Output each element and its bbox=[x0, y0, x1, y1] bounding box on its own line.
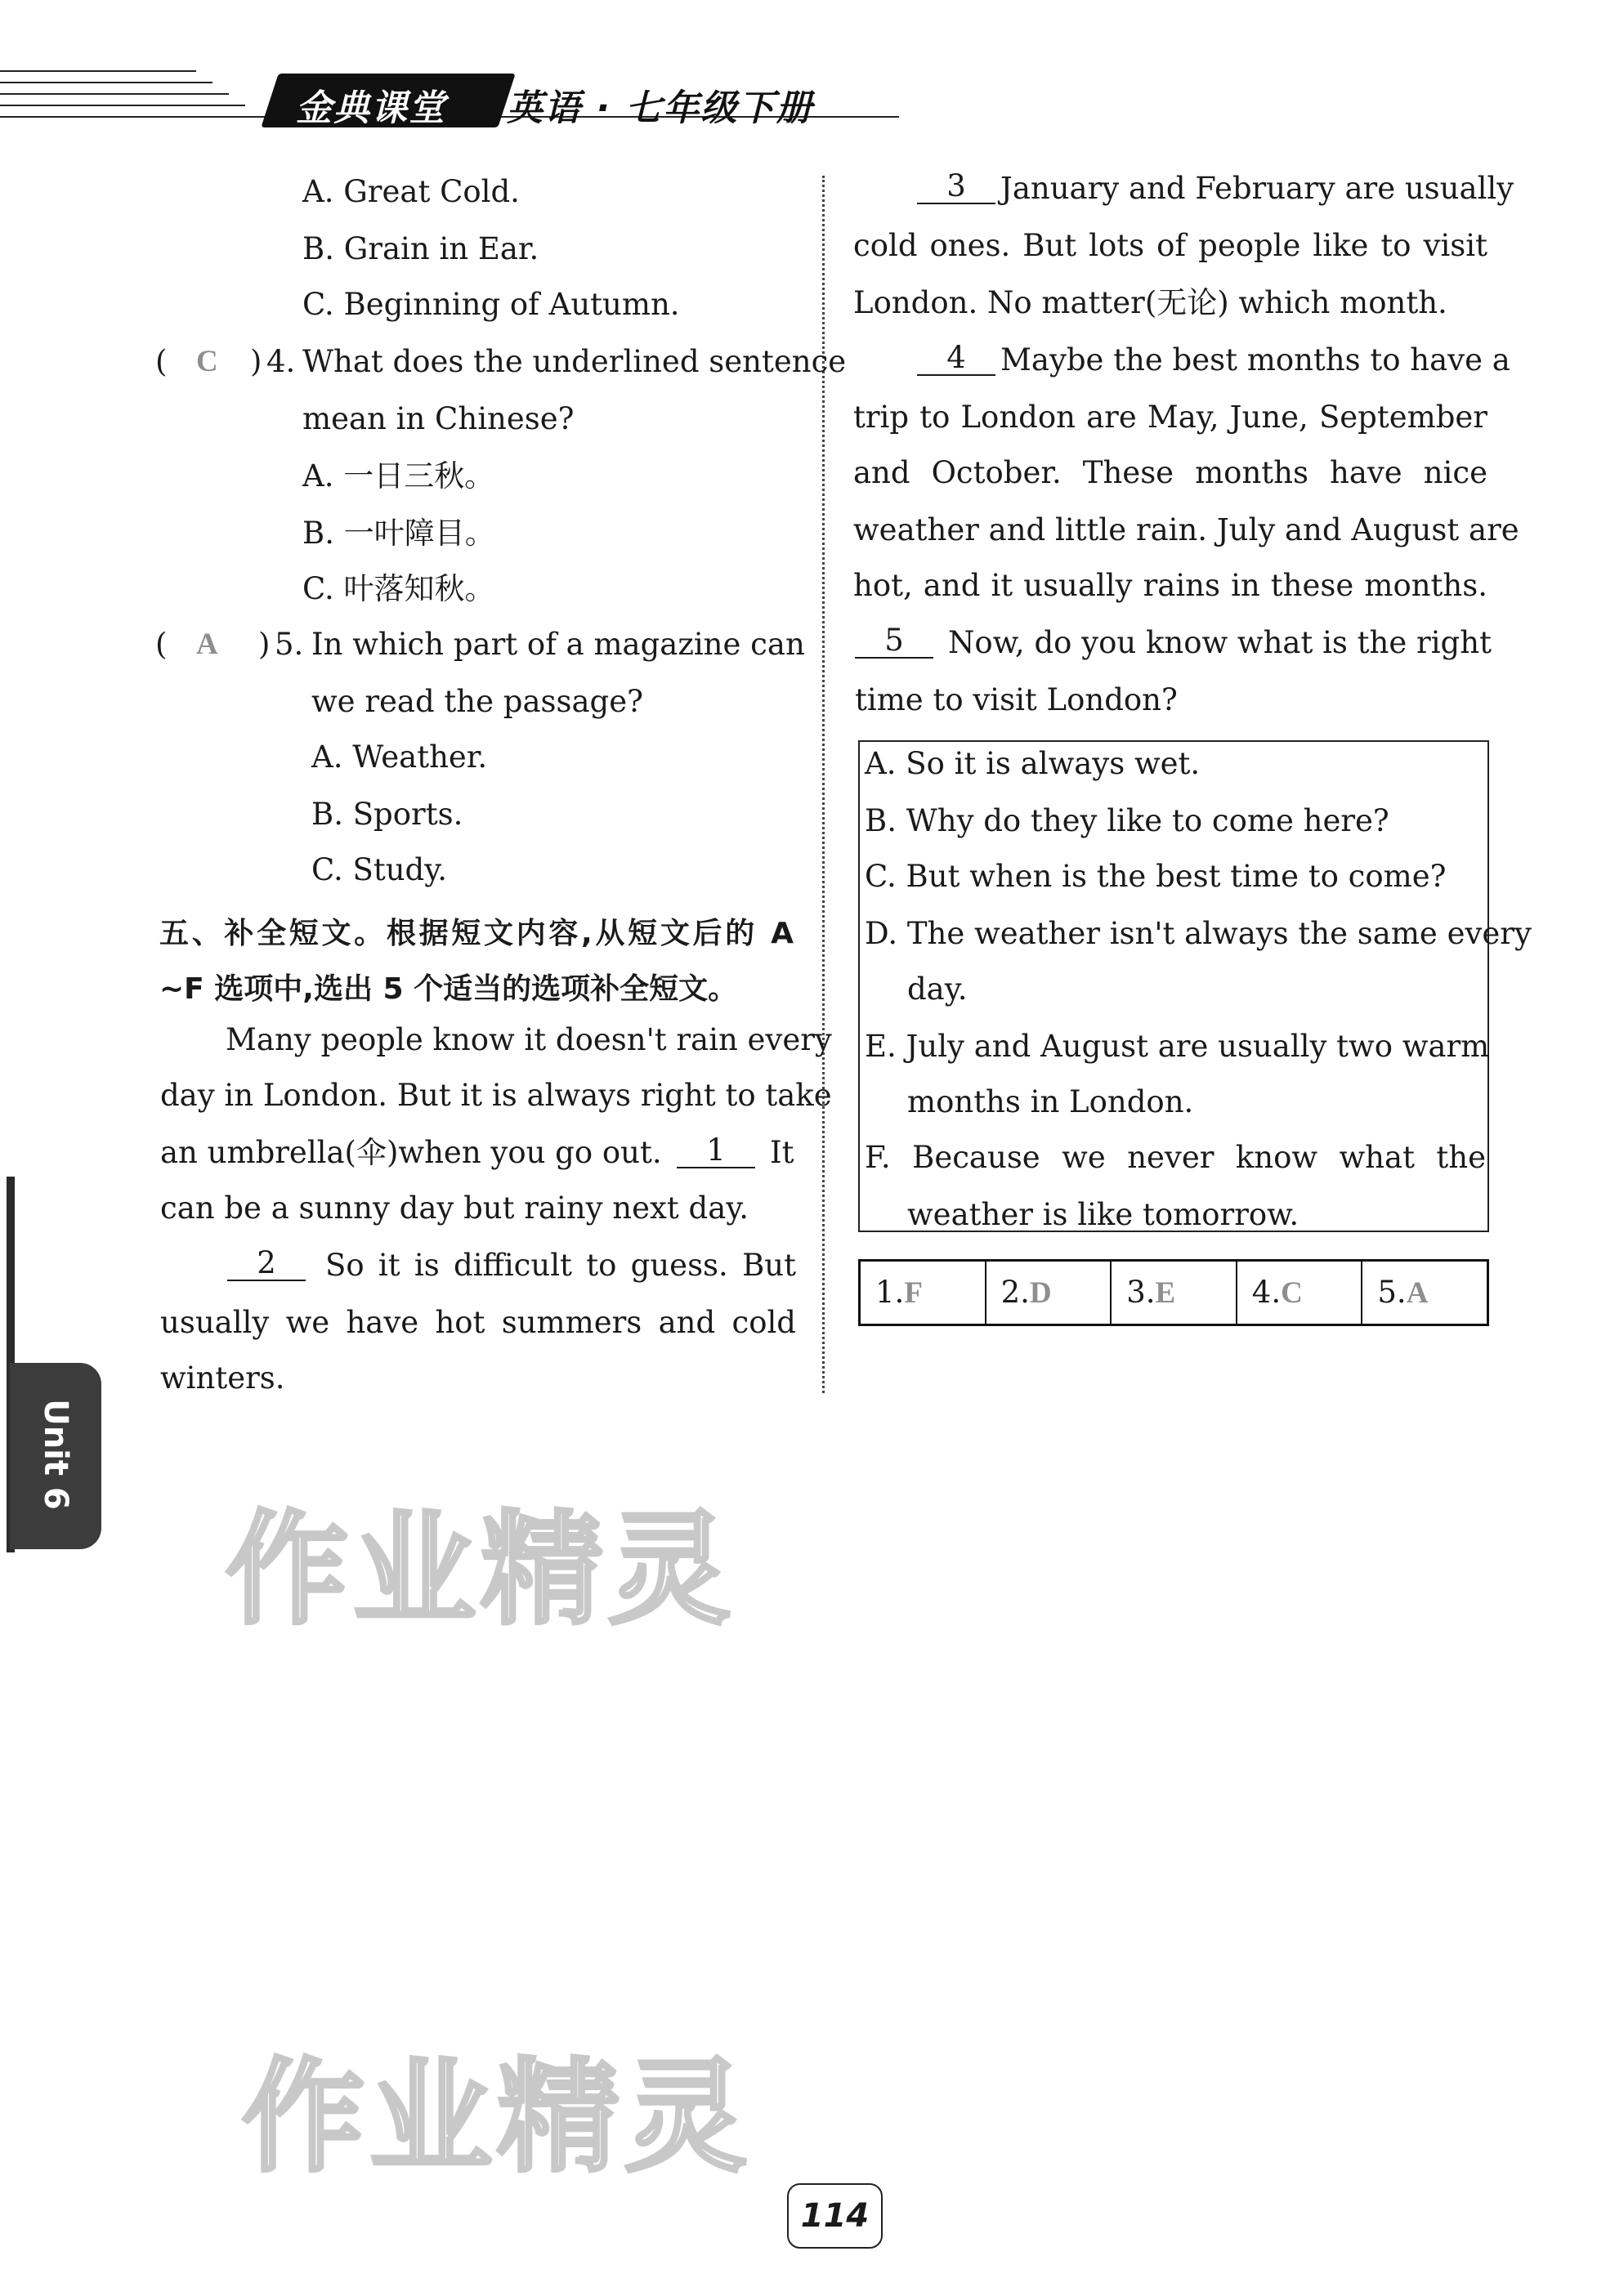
section5-instruction-line1: 五、补全短文。根据短文内容,从短文后的 A bbox=[159, 917, 794, 950]
passage-p4-line1: Maybe the best months to have a bbox=[1000, 342, 1510, 377]
answer-value: D bbox=[1029, 1276, 1052, 1310]
q4-stem-line1: What does the underlined sentence bbox=[302, 344, 847, 379]
passage-p1-after-blank: It bbox=[770, 1135, 794, 1170]
q4-option-c: C. 叶落知秋。 bbox=[302, 571, 495, 606]
series-title: 金典课堂 bbox=[296, 87, 446, 129]
q4-stem-line2: mean in Chinese? bbox=[302, 401, 575, 436]
section5-instruction-line2: ~F 选项中,选出 5 个适当的选项补全短文。 bbox=[159, 972, 738, 1006]
unit-label: Unit 6 bbox=[37, 1399, 74, 1510]
answer-num: 3. bbox=[1126, 1275, 1156, 1310]
answer-cell bbox=[986, 1262, 1112, 1324]
answer-value: C bbox=[1281, 1276, 1303, 1310]
subject-title: 英语 · 七年级下册 bbox=[507, 87, 814, 129]
answer-cell bbox=[1112, 1262, 1237, 1324]
q5-paren-open: ( bbox=[155, 627, 168, 662]
q4-paren-open: ( bbox=[155, 344, 168, 379]
q4-option-a: A. 一日三秋。 bbox=[302, 458, 495, 494]
q5-paren-close: ) bbox=[258, 627, 271, 662]
passage-p1-line4: can be a sunny day but rainy next day. bbox=[160, 1190, 749, 1226]
option-c: C. But when is the best time to come? bbox=[865, 859, 1447, 894]
answer-cell bbox=[861, 1262, 986, 1324]
answer-num: 1. bbox=[875, 1275, 905, 1310]
option-a: A. So it is always wet. bbox=[865, 746, 1201, 781]
q5-answer: A bbox=[196, 628, 218, 661]
passage-p1-line1: Many people know it doesn't rain every bbox=[226, 1022, 832, 1057]
q5-option-c: C. Study. bbox=[311, 852, 447, 887]
q5-option-a: A. Weather. bbox=[311, 739, 488, 775]
answer-num: 4. bbox=[1251, 1275, 1282, 1310]
answer-value: E bbox=[1155, 1276, 1176, 1310]
header-rule bbox=[0, 82, 212, 83]
passage-p2-line2: usually we have hot summers and cold bbox=[160, 1305, 796, 1340]
passage-p4-line5: hot, and it usually rains in these months. bbox=[853, 568, 1487, 603]
blank-3: 3 bbox=[917, 170, 995, 204]
answer-num: 2. bbox=[1000, 1275, 1030, 1310]
blank-5: 5 bbox=[855, 624, 933, 659]
passage-p1-line3: an umbrella(伞)when you go out. bbox=[160, 1135, 662, 1170]
header-rule bbox=[0, 105, 245, 106]
passage-p5-line2: time to visit London? bbox=[855, 682, 1178, 717]
q5-option-b: B. Sports. bbox=[311, 797, 463, 832]
answer-table bbox=[858, 1259, 1489, 1326]
option-d-line2: day. bbox=[907, 972, 968, 1007]
q3-option-c: C. Beginning of Autumn. bbox=[302, 287, 680, 322]
passage-p1-line2: day in London. But it is always right to take bbox=[160, 1078, 832, 1113]
option-e-line2: months in London. bbox=[907, 1084, 1194, 1119]
q3-option-b: B. Grain in Ear. bbox=[302, 231, 539, 266]
answer-value: F bbox=[904, 1276, 923, 1310]
option-f-line2: weather is like tomorrow. bbox=[907, 1197, 1300, 1232]
passage-p3-line3: London. No matter(无论) which month. bbox=[853, 285, 1447, 320]
option-e-line1: E. July and August are usually two warm bbox=[865, 1029, 1490, 1064]
q3-option-a: A. Great Cold. bbox=[302, 174, 520, 209]
passage-p2-line3: winters. bbox=[160, 1360, 285, 1396]
watermark: 作业精灵 bbox=[242, 2047, 753, 2189]
passage-p3-line2: cold ones. But lots of people like to visit bbox=[853, 228, 1487, 263]
answer-num: 5. bbox=[1377, 1275, 1407, 1310]
answer-value: A bbox=[1406, 1276, 1429, 1310]
passage-p4-line4: weather and little rain. July and August are bbox=[853, 512, 1519, 547]
header-rule bbox=[0, 93, 229, 95]
passage-p2-line1: So it is difficult to guess. But bbox=[325, 1248, 796, 1283]
watermark: 作业精灵 bbox=[226, 1499, 736, 1642]
option-d-line1: D. The weather isn't always the same every bbox=[865, 916, 1532, 951]
q4-number: 4. bbox=[266, 344, 296, 379]
option-b: B. Why do they like to come here? bbox=[865, 803, 1389, 838]
blank-4: 4 bbox=[917, 342, 995, 376]
passage-p5-line1: Now, do you know what is the right bbox=[948, 625, 1492, 660]
passage-p4-line3: and October. These months have nice bbox=[853, 455, 1487, 490]
blank-2: 2 bbox=[227, 1247, 306, 1281]
q5-number: 5. bbox=[275, 627, 304, 662]
q4-option-b: B. 一叶障目。 bbox=[302, 516, 495, 551]
q4-answer: C bbox=[196, 345, 218, 378]
header-rule bbox=[0, 116, 262, 118]
q4-paren-close: ) bbox=[250, 344, 262, 379]
passage-p4-line2: trip to London are May, June, September bbox=[853, 400, 1487, 435]
page-number: 114 bbox=[787, 2183, 883, 2249]
answer-cell bbox=[1362, 1262, 1487, 1324]
passage-p3-line1: January and February are usually bbox=[1000, 171, 1514, 206]
header-rule bbox=[0, 70, 196, 72]
option-f-line1: F. Because we never know what the bbox=[865, 1140, 1486, 1175]
blank-1: 1 bbox=[677, 1134, 755, 1168]
q5-stem-line1: In which part of a magazine can bbox=[311, 627, 805, 662]
q5-stem-line2: we read the passage? bbox=[311, 684, 643, 719]
answer-cell bbox=[1237, 1262, 1363, 1324]
